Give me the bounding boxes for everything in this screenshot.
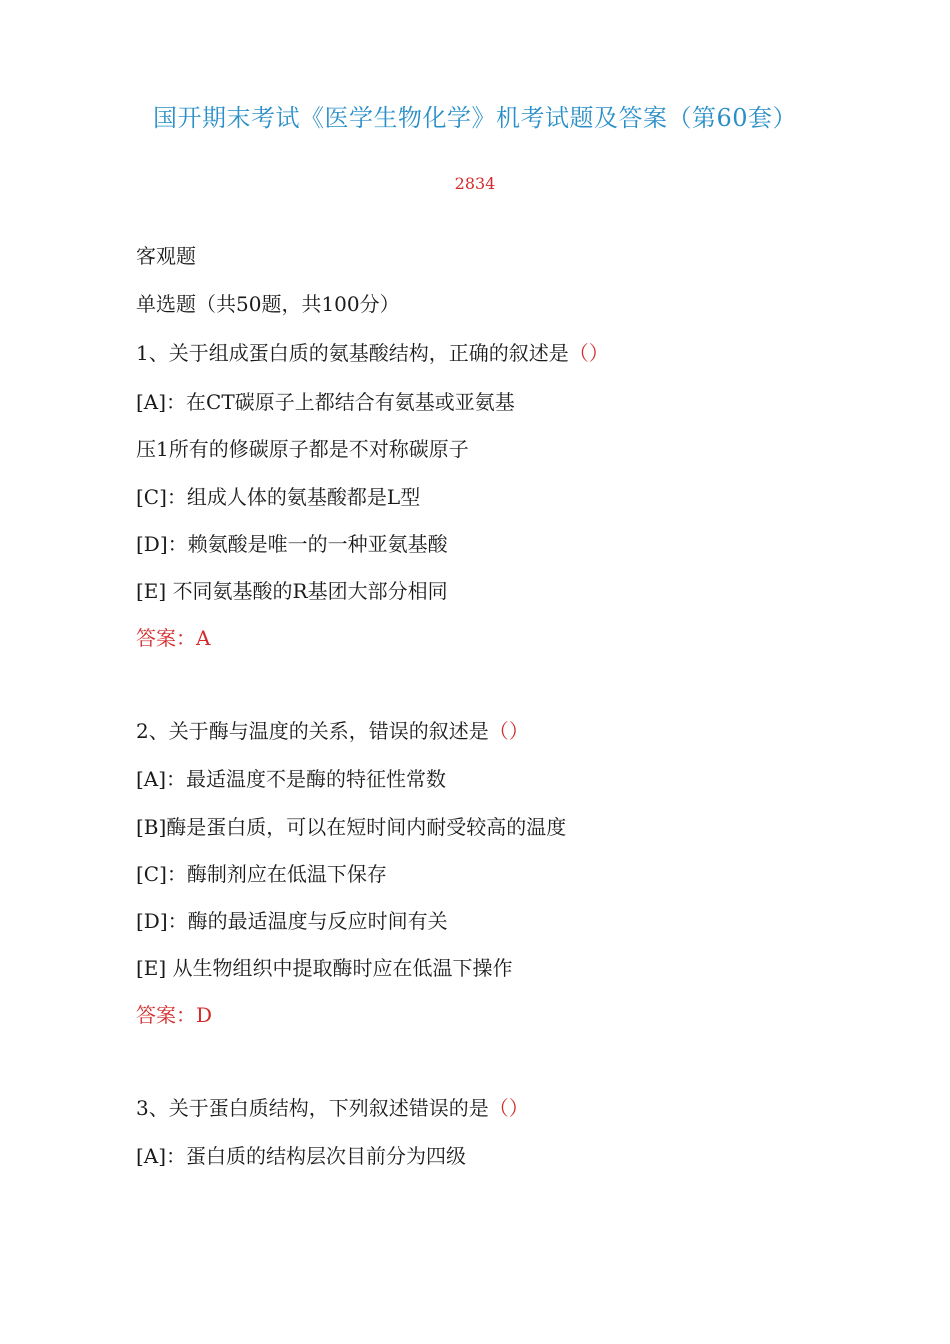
question-3-paren: （） [488, 1096, 529, 1120]
section-subheading: 单选题（共50题，共100分） [136, 292, 400, 316]
exam-code: 2834 [454, 174, 496, 193]
question-3-stem: 3、关于蛋白质结构，下列叙述错误的是 [136, 1096, 489, 1120]
question-1-option-d: [D]：赖氨酸是唯一的一种亚氨基酸 [136, 532, 448, 556]
question-2-option-e: [E] 从生物组织中提取酶时应在低温下操作 [136, 956, 513, 980]
question-2-option-b: [B]酶是蛋白质，可以在短时间内耐受较高的温度 [136, 815, 567, 839]
question-2-answer: 答案：D [136, 1003, 213, 1027]
question-1-paren: （） [568, 341, 609, 365]
question-1-option-a: [A]：在CT碳原子上都结合有氨基或亚氨基 [136, 390, 515, 414]
question-2-option-c: [C]：酶制剂应在低温下保存 [136, 862, 387, 886]
question-1-stem-line [136, 337, 609, 366]
question-2-paren: （） [488, 719, 529, 743]
question-2-option-a: [A]：最适温度不是酶的特征性常数 [136, 767, 447, 791]
question-2-stem: 2、关于酶与温度的关系，错误的叙述是 [136, 719, 489, 743]
question-1-option-c: [C]：组成人体的氨基酸都是L型 [136, 485, 421, 509]
question-1-answer: 答案：A [136, 626, 211, 650]
question-2-stem-line [136, 715, 529, 744]
section-heading: 客观题 [136, 244, 196, 268]
document-title: 国开期末考试《医学生物化学》机考试题及答案（第60套） [152, 104, 798, 132]
question-3-stem-line [136, 1092, 529, 1121]
question-2-option-d: [D]：酶的最适温度与反应时间有关 [136, 909, 448, 933]
question-3-option-a: [A]：蛋白质的结构层次目前分为四级 [136, 1144, 467, 1168]
question-1-stem: 1、关于组成蛋白质的氨基酸结构，正确的叙述是 [136, 341, 569, 365]
question-1-option-e: [E] 不同氨基酸的R基团大部分相同 [136, 579, 448, 603]
question-1-option-b: 压1所有的修碳原子都是不对称碳原子 [136, 437, 469, 461]
